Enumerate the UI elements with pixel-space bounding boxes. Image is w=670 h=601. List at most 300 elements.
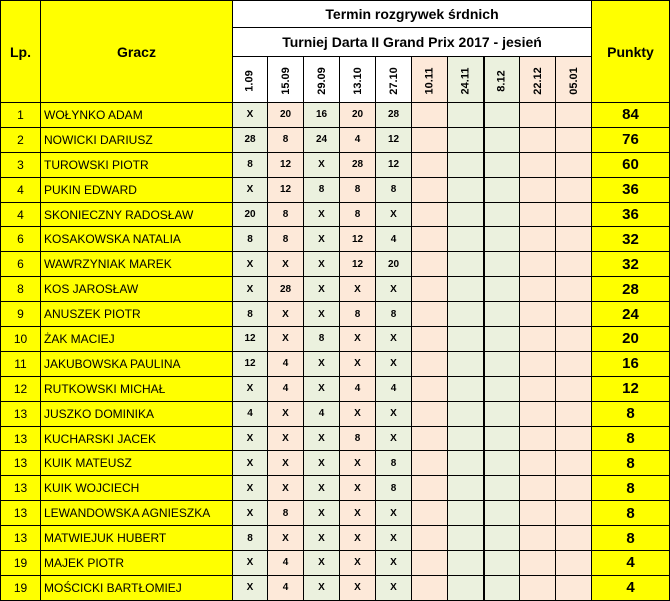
score-cell: 8 — [268, 127, 304, 152]
score-cell: X — [340, 351, 376, 376]
score-cell — [412, 501, 448, 526]
table-row — [1, 451, 670, 476]
player-name-cell: KOSAKOWSKA NATALIA — [41, 227, 233, 252]
score-cell: 4 — [268, 551, 304, 576]
score-cell — [556, 351, 592, 376]
score-cell — [448, 451, 484, 476]
player-name-cell: ŻAK MACIEJ — [41, 327, 233, 352]
score-cell — [556, 202, 592, 227]
player-name-cell: WOŁYNKO ADAM — [41, 103, 233, 128]
header-subtitle: Turniej Darta II Grand Prix 2017 - jesień — [233, 28, 592, 57]
score-cell — [556, 252, 592, 277]
score-cell: 12 — [268, 177, 304, 202]
score-cell: 12 — [376, 127, 412, 152]
player-name-cell: JAKUBOWSKA PAULINA — [41, 351, 233, 376]
date-label: 8.12 — [495, 69, 508, 92]
score-cell: 28 — [340, 152, 376, 177]
date-header-6 — [448, 57, 484, 103]
date-label: 13.10 — [351, 66, 364, 95]
header-title: Termin rozgrywek śrdnich — [233, 1, 592, 28]
score-cell — [484, 501, 520, 526]
points-cell: 28 — [592, 277, 670, 302]
table-row — [1, 327, 670, 352]
score-cell: X — [233, 476, 268, 501]
score-cell — [556, 476, 592, 501]
score-cell: 28 — [233, 127, 268, 152]
score-cell: X — [376, 526, 412, 551]
score-cell — [520, 227, 556, 252]
rank-cell: 13 — [1, 526, 41, 551]
score-cell: 4 — [340, 127, 376, 152]
score-cell: X — [376, 426, 412, 451]
score-cell: X — [340, 575, 376, 600]
date-header-5 — [412, 57, 448, 103]
rank-cell: 19 — [1, 551, 41, 576]
score-cell: 8 — [233, 526, 268, 551]
score-cell — [556, 526, 592, 551]
date-label: 05.01 — [567, 66, 580, 95]
score-cell: 12 — [233, 351, 268, 376]
points-cell: 8 — [592, 526, 670, 551]
score-cell — [412, 103, 448, 128]
score-cell — [556, 575, 592, 600]
score-cell: 24 — [304, 127, 340, 152]
table-row — [1, 127, 670, 152]
table-row — [1, 426, 670, 451]
score-cell: X — [233, 426, 268, 451]
score-cell — [412, 551, 448, 576]
table-row — [1, 252, 670, 277]
points-cell: 60 — [592, 152, 670, 177]
score-cell: 20 — [233, 202, 268, 227]
score-cell: 4 — [233, 401, 268, 426]
score-cell: X — [340, 551, 376, 576]
points-cell: 12 — [592, 376, 670, 401]
score-cell — [448, 327, 484, 352]
header-gracz: Gracz — [41, 1, 233, 103]
score-cell: X — [376, 401, 412, 426]
score-cell — [520, 177, 556, 202]
score-cell: X — [233, 103, 268, 128]
score-cell: X — [304, 152, 340, 177]
score-cell — [484, 103, 520, 128]
rank-cell: 10 — [1, 327, 41, 352]
player-name-cell: KUIK WOJCIECH — [41, 476, 233, 501]
score-cell — [520, 401, 556, 426]
score-cell: 4 — [304, 401, 340, 426]
score-cell: X — [340, 526, 376, 551]
score-cell: 4 — [268, 575, 304, 600]
table-row — [1, 551, 670, 576]
table-row — [1, 227, 670, 252]
score-cell — [484, 152, 520, 177]
score-cell — [448, 302, 484, 327]
score-cell: X — [233, 277, 268, 302]
score-cell: X — [268, 252, 304, 277]
date-label: 22.12 — [531, 66, 544, 95]
rank-cell: 13 — [1, 501, 41, 526]
score-cell: X — [304, 575, 340, 600]
score-cell: 8 — [340, 302, 376, 327]
score-cell: 8 — [340, 202, 376, 227]
score-cell: X — [340, 476, 376, 501]
score-cell — [484, 277, 520, 302]
score-cell — [520, 476, 556, 501]
date-header-4 — [376, 57, 412, 103]
score-cell: X — [340, 451, 376, 476]
score-cell: X — [304, 202, 340, 227]
score-cell — [520, 426, 556, 451]
date-header-9 — [556, 57, 592, 103]
score-cell — [484, 476, 520, 501]
score-cell: X — [268, 476, 304, 501]
score-cell — [556, 451, 592, 476]
date-header-7 — [484, 57, 520, 103]
score-cell — [412, 351, 448, 376]
rank-cell: 13 — [1, 401, 41, 426]
date-label: 24.11 — [459, 67, 472, 94]
score-cell: X — [304, 227, 340, 252]
score-cell: 16 — [304, 103, 340, 128]
points-cell: 24 — [592, 302, 670, 327]
table-row — [1, 476, 670, 501]
player-name-cell: WAWRZYNIAK MAREK — [41, 252, 233, 277]
header-lp: Lp. — [1, 1, 41, 103]
score-cell — [520, 376, 556, 401]
score-cell: 12 — [340, 227, 376, 252]
score-cell — [484, 351, 520, 376]
score-cell: X — [304, 551, 340, 576]
score-cell — [448, 426, 484, 451]
score-cell: X — [376, 351, 412, 376]
player-name-cell: KOS JAROSŁAW — [41, 277, 233, 302]
points-cell: 8 — [592, 426, 670, 451]
score-cell — [412, 451, 448, 476]
score-cell: 8 — [340, 177, 376, 202]
date-header-1 — [268, 57, 304, 103]
rank-cell: 8 — [1, 277, 41, 302]
points-cell: 8 — [592, 476, 670, 501]
points-cell: 4 — [592, 551, 670, 576]
score-cell — [448, 103, 484, 128]
score-cell — [556, 302, 592, 327]
score-cell: 8 — [340, 426, 376, 451]
score-cell: 12 — [268, 152, 304, 177]
score-cell: 28 — [376, 103, 412, 128]
score-cell — [520, 252, 556, 277]
score-cell — [520, 302, 556, 327]
score-cell — [520, 451, 556, 476]
score-cell — [520, 551, 556, 576]
points-cell: 8 — [592, 451, 670, 476]
score-cell — [556, 277, 592, 302]
points-cell: 76 — [592, 127, 670, 152]
score-cell: X — [376, 327, 412, 352]
score-cell — [556, 152, 592, 177]
score-cell — [412, 127, 448, 152]
score-cell: 20 — [268, 103, 304, 128]
player-name-cell: JUSZKO DOMINIKA — [41, 401, 233, 426]
table-row — [1, 103, 670, 128]
score-cell: X — [233, 177, 268, 202]
table-row — [1, 575, 670, 600]
score-cell: 4 — [340, 376, 376, 401]
table-row — [1, 152, 670, 177]
score-cell — [520, 127, 556, 152]
score-cell: 8 — [268, 227, 304, 252]
score-cell — [448, 127, 484, 152]
score-cell: 8 — [304, 177, 340, 202]
rank-cell: 3 — [1, 152, 41, 177]
score-cell: 28 — [268, 277, 304, 302]
score-cell — [448, 401, 484, 426]
score-cell — [556, 426, 592, 451]
score-cell: 12 — [376, 152, 412, 177]
score-cell: X — [376, 202, 412, 227]
score-cell — [412, 227, 448, 252]
score-cell — [448, 526, 484, 551]
points-cell: 16 — [592, 351, 670, 376]
score-cell — [520, 526, 556, 551]
score-cell — [556, 177, 592, 202]
score-cell: X — [268, 302, 304, 327]
table-row — [1, 277, 670, 302]
score-cell: X — [233, 575, 268, 600]
score-cell — [448, 351, 484, 376]
score-cell — [484, 575, 520, 600]
score-cell — [520, 202, 556, 227]
score-cell — [448, 476, 484, 501]
score-cell: 4 — [376, 227, 412, 252]
score-cell: X — [304, 476, 340, 501]
score-cell: 8 — [233, 152, 268, 177]
score-cell — [412, 575, 448, 600]
score-cell: X — [268, 426, 304, 451]
score-cell: X — [376, 551, 412, 576]
rank-cell: 4 — [1, 202, 41, 227]
points-cell: 32 — [592, 227, 670, 252]
rank-cell: 2 — [1, 127, 41, 152]
score-cell — [484, 451, 520, 476]
score-cell — [556, 401, 592, 426]
player-name-cell: NOWICKI DARIUSZ — [41, 127, 233, 152]
score-cell — [412, 426, 448, 451]
score-cell: X — [376, 501, 412, 526]
score-cell — [556, 327, 592, 352]
date-label: 29.09 — [315, 66, 328, 95]
score-cell: 8 — [268, 202, 304, 227]
score-cell — [412, 152, 448, 177]
score-cell: 8 — [376, 476, 412, 501]
date-header-0 — [233, 57, 268, 103]
player-name-cell: MOŚCICKI BARTŁOMIEJ — [41, 575, 233, 600]
score-cell — [448, 177, 484, 202]
score-cell: 12 — [340, 252, 376, 277]
player-name-cell: KUIK MATEUSZ — [41, 451, 233, 476]
score-cell: 4 — [268, 376, 304, 401]
score-cell — [412, 252, 448, 277]
date-header-3 — [340, 57, 376, 103]
score-cell — [412, 526, 448, 551]
score-cell: 12 — [233, 327, 268, 352]
score-cell — [556, 501, 592, 526]
points-cell: 20 — [592, 327, 670, 352]
score-cell — [448, 202, 484, 227]
player-name-cell: ANUSZEK PIOTR — [41, 302, 233, 327]
score-cell: 8 — [233, 302, 268, 327]
score-cell — [484, 551, 520, 576]
points-cell: 36 — [592, 177, 670, 202]
score-cell: X — [268, 526, 304, 551]
score-cell — [484, 526, 520, 551]
score-cell — [484, 177, 520, 202]
score-cell: X — [376, 277, 412, 302]
score-cell — [448, 376, 484, 401]
player-name-cell: TUROWSKI PIOTR — [41, 152, 233, 177]
rank-cell: 9 — [1, 302, 41, 327]
rank-cell: 19 — [1, 575, 41, 600]
rank-cell: 1 — [1, 103, 41, 128]
score-cell: X — [304, 302, 340, 327]
score-cell — [412, 327, 448, 352]
score-cell — [520, 351, 556, 376]
score-cell — [448, 551, 484, 576]
rank-cell: 13 — [1, 426, 41, 451]
score-cell — [412, 302, 448, 327]
score-cell — [484, 252, 520, 277]
table-row — [1, 401, 670, 426]
score-cell — [448, 252, 484, 277]
score-cell — [412, 401, 448, 426]
score-cell: X — [233, 376, 268, 401]
score-cell: 4 — [376, 376, 412, 401]
score-cell: 8 — [376, 177, 412, 202]
player-name-cell: PUKIN EDWARD — [41, 177, 233, 202]
rank-cell: 6 — [1, 252, 41, 277]
score-cell — [484, 401, 520, 426]
points-cell: 8 — [592, 501, 670, 526]
score-cell — [556, 103, 592, 128]
table-row — [1, 177, 670, 202]
score-cell: X — [340, 277, 376, 302]
score-cell — [484, 376, 520, 401]
score-cell — [412, 277, 448, 302]
rank-cell: 4 — [1, 177, 41, 202]
score-cell — [412, 202, 448, 227]
score-cell — [448, 227, 484, 252]
points-cell: 4 — [592, 575, 670, 600]
score-cell — [520, 575, 556, 600]
score-cell: X — [233, 501, 268, 526]
date-header-2 — [304, 57, 340, 103]
score-cell — [520, 103, 556, 128]
header-punkty: Punkty — [592, 1, 670, 103]
score-cell — [412, 177, 448, 202]
score-cell: X — [304, 501, 340, 526]
table-row — [1, 501, 670, 526]
score-cell — [556, 551, 592, 576]
score-cell — [520, 152, 556, 177]
table-row — [1, 202, 670, 227]
score-cell — [556, 227, 592, 252]
score-cell: X — [304, 351, 340, 376]
player-name-cell: MATWIEJUK HUBERT — [41, 526, 233, 551]
score-cell — [412, 376, 448, 401]
score-cell — [520, 327, 556, 352]
score-cell — [520, 277, 556, 302]
player-name-cell: KUCHARSKI JACEK — [41, 426, 233, 451]
score-cell: X — [304, 277, 340, 302]
score-cell: X — [233, 551, 268, 576]
player-name-cell: LEWANDOWSKA AGNIESZKA — [41, 501, 233, 526]
score-cell: X — [304, 376, 340, 401]
date-label: 10.11 — [423, 67, 436, 94]
score-cell: 8 — [376, 451, 412, 476]
score-cell: X — [268, 451, 304, 476]
player-name-cell: SKONIECZNY RADOSŁAW — [41, 202, 233, 227]
points-cell: 84 — [592, 103, 670, 128]
score-cell — [448, 501, 484, 526]
points-cell: 32 — [592, 252, 670, 277]
player-name-cell: MAJEK PIOTR — [41, 551, 233, 576]
rank-cell: 13 — [1, 451, 41, 476]
score-cell — [484, 327, 520, 352]
score-cell — [520, 501, 556, 526]
rank-cell: 6 — [1, 227, 41, 252]
table-row — [1, 526, 670, 551]
score-cell: X — [268, 327, 304, 352]
score-cell — [412, 476, 448, 501]
player-name-cell: RUTKOWSKI MICHAŁ — [41, 376, 233, 401]
score-cell: X — [304, 252, 340, 277]
rank-cell: 13 — [1, 476, 41, 501]
score-cell — [448, 152, 484, 177]
score-cell: 4 — [268, 351, 304, 376]
score-cell — [484, 227, 520, 252]
date-label: 27.10 — [387, 66, 400, 95]
date-header-8 — [520, 57, 556, 103]
score-cell — [556, 127, 592, 152]
score-cell: X — [340, 501, 376, 526]
rank-cell: 11 — [1, 351, 41, 376]
score-cell: X — [233, 252, 268, 277]
score-cell: X — [376, 575, 412, 600]
score-cell — [484, 127, 520, 152]
score-cell — [484, 202, 520, 227]
score-cell: 20 — [376, 252, 412, 277]
score-cell: 8 — [304, 327, 340, 352]
score-cell — [484, 426, 520, 451]
score-cell: X — [340, 327, 376, 352]
points-cell: 36 — [592, 202, 670, 227]
score-cell: X — [268, 401, 304, 426]
date-label: 15.09 — [279, 66, 292, 95]
score-cell: X — [233, 451, 268, 476]
score-cell: 8 — [268, 501, 304, 526]
score-cell: X — [304, 526, 340, 551]
date-label: 1.09 — [243, 69, 256, 92]
table-row — [1, 351, 670, 376]
score-cell: 8 — [376, 302, 412, 327]
score-cell: X — [304, 426, 340, 451]
score-cell: X — [304, 451, 340, 476]
score-cell: X — [340, 401, 376, 426]
score-cell: 20 — [340, 103, 376, 128]
rank-cell: 12 — [1, 376, 41, 401]
table-row — [1, 302, 670, 327]
table-row — [1, 376, 670, 401]
points-cell: 8 — [592, 401, 670, 426]
